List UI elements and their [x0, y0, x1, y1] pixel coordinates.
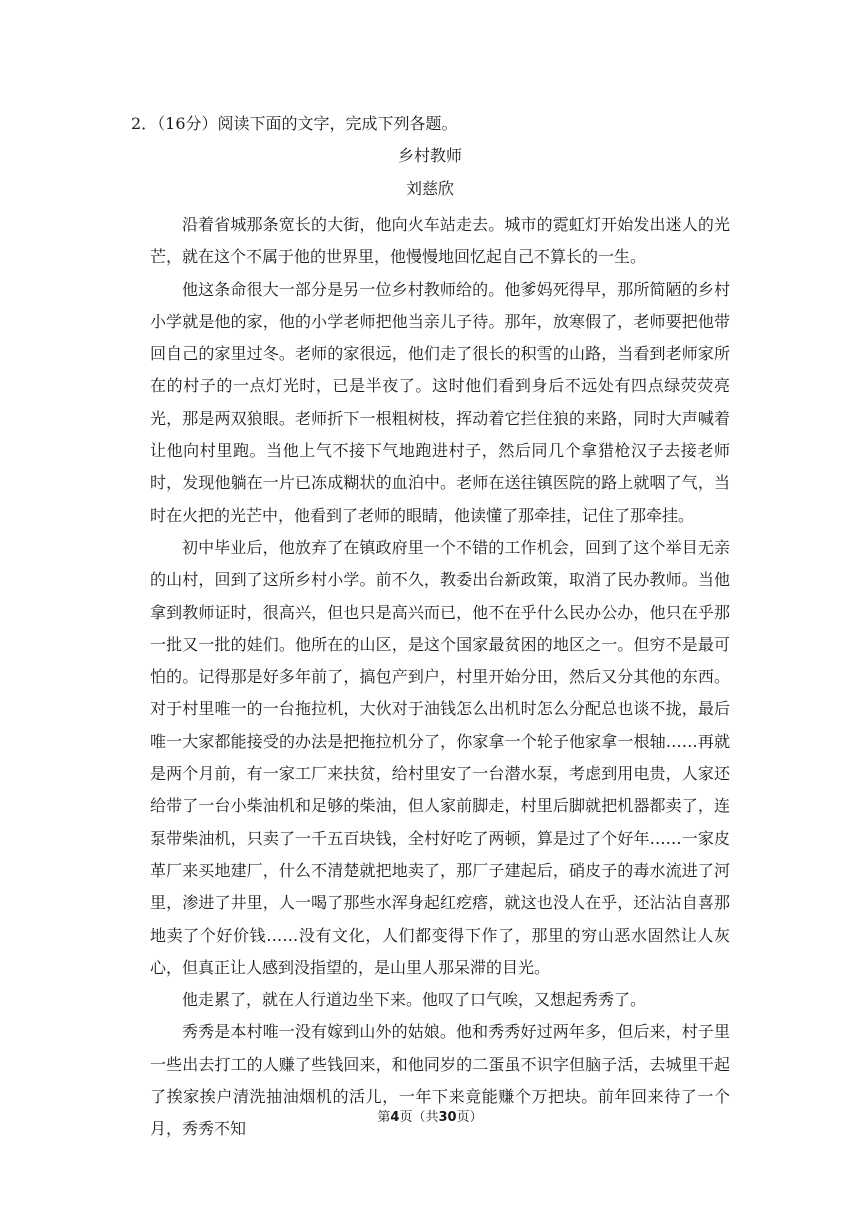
total-pages-number: 30 [438, 1110, 457, 1125]
article-author: 刘慈欣 [405, 179, 454, 198]
current-page-number: 4 [390, 1110, 400, 1125]
footer-prefix: 第 [377, 1110, 391, 1125]
footer-middle: 页（共 [399, 1110, 439, 1125]
article-body [150, 209, 730, 1146]
paragraph: 他走累了，就在人行道边坐下来。他叹了口气唉，又想起秀秀了。 [182, 990, 647, 1010]
footer-suffix: 页） [456, 1110, 483, 1125]
article-title: 乡村教师 [397, 146, 462, 165]
question-header: 2．（16分）阅读下面的文字，完成下列各题。 [131, 114, 458, 133]
paragraph: 初中毕业后，他放弃了在镇政府里一个不错的工作机会，回到了这个举目无亲的山村，回到了这所乡村小学。前不久，教委出台新政策，取消了民办教师。当他拿到教师证时，很高兴，但也只是高兴而已，他不在乎什么民办公办，他只在乎那一批又一批的娃们。他所在的山区，是这个国家最贫困的地区之一。但穷不是最可怕的。记得那是好多年前了，搞包产到户，村里开始分田，然后又分其他的东西。对于村里唯一的一台拖拉机，大伙对于油钱怎么出机时怎么分配总也谈不拢，最后唯一大家都能接受的办法是把拖拉机分了，你家拿一个轮子他家拿一根轴……再就是两个月前，有一家工厂来扶贫，给村里安了一台潜水泵，考虑到用电贵，人家还给带了一台小柴油机和足够的柴油，但人家前脚走，村里后脚就把机器都卖了，连泵带柴油机，只卖了一千五百块钱，全村好吃了两顿，算是过了个好年……一家皮革厂来买地建厂，什么不清楚就把地卖了，那厂子建起后，硝皮子的毒水流进了河里，渗进了井里，人一喝了那些水浑身起红疙瘩，就这也没人在乎，还沾沾自喜那地卖了个好价钱……没有文化，人们都变得下作了，那里的穷山恶水固然让人灰心，但真正让人感到没指望的，是山里人那呆滞的目光。 [150, 537, 730, 977]
paragraph: 秀秀是本村唯一没有嫁到山外的姑娘。他和秀秀好过两年多，但后来，村子里一些出去打工的人赚了些钱回来，和他同岁的二蛋虽不识字但脑子活，去城里干起了挨家挨户清洗抽油烟机的活儿，一年下来竟能赚个万把块。前年回来待了一个月，秀秀不知 [150, 1022, 730, 1139]
paragraph: 沿着省城那条宽长的大街，他向火车站走去。城市的霓虹灯开始发出迷人的光芒，就在这个不属于他的世界里，他慢慢地回忆起自己不算长的一生。 [150, 215, 730, 267]
paragraph: 他这条命很大一部分是另一位乡村教师给的。他爹妈死得早，那所简陋的乡村小学就是他的家，他的小学老师把他当亲儿子待。那年，放寒假了，老师要把他带回自己的家里过冬。老师的家很远，他们走了很长的积雪的山路，当看到老师家所在的村子的一点灯光时，已是半夜了。这时他们看到身后不远处有四点绿荧荧亮光，那是两双狼眼。老师折下一根粗树枝，挥动着它拦住狼的来路，同时大声喊着让他向村里跑。当他上气不接下气地跑进村子，然后同几个拿猎枪汉子去接老师时，发现他躺在一片已冻成糊状的血泊中。老师在送往镇医院的路上就咽了气，当时在火把的光芒中，他看到了老师的眼睛，他读懂了那牵挂，记住了那牵挂。 [150, 279, 730, 525]
page-footer [0, 1109, 860, 1127]
